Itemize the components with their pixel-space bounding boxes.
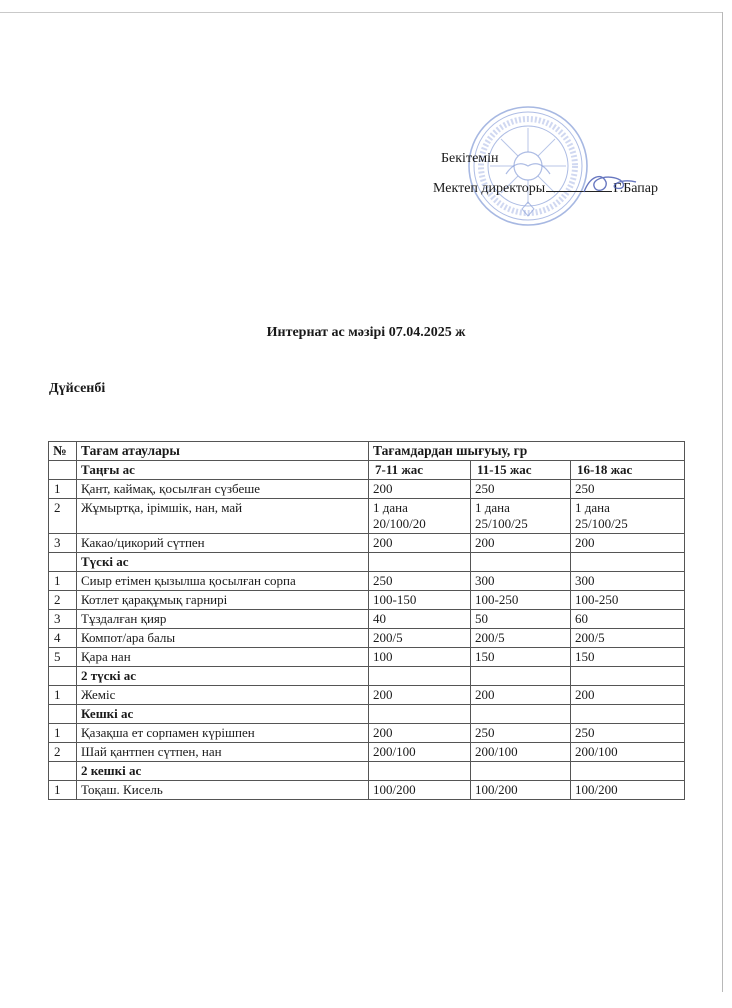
day-label: Дүйсенбі [49, 381, 106, 396]
section-title: 2 түскі ас [77, 667, 369, 686]
table-row: 5 Қара нан 100 150 150 [49, 648, 685, 667]
table-row: 4 Компот/ара балы 200/5 200/5 200/5 [49, 629, 685, 648]
approval-label: Бекітемін [441, 151, 499, 166]
scan-edge-right [722, 12, 723, 992]
section-second-lunch [49, 667, 685, 686]
header-dish: Тағам атаулары [77, 442, 369, 461]
scan-edge-top [0, 12, 722, 13]
section-title: Таңғы ас [77, 461, 369, 480]
table-row: 2 Котлет қарақұмық гарнирі 100-150 100-250 100-250 [49, 591, 685, 610]
section-title: Кешкі ас [77, 705, 369, 724]
table-row: 2 Жұмыртқа, ірімшік, нан, май 1 дана 20/100/20 1 дана 25/100/25 1 дана 25/100/25 [49, 499, 685, 534]
director-label: Мектеп директоры [433, 181, 546, 196]
section-lunch [49, 553, 685, 572]
section-title: Түскі ас [77, 553, 369, 572]
signature-icon [580, 166, 640, 200]
table-row: 3 Тұздалған қияр 40 50 60 [49, 610, 685, 629]
section-breakfast [49, 461, 685, 480]
header-portion: Тағамдардан шығуыу, гр [369, 442, 685, 461]
section-title: 2 кешкі ас [77, 762, 369, 781]
page-title: Интернат ас мәзірі 07.04.2025 ж [266, 325, 466, 340]
age-group: 11-15 жас [471, 461, 571, 480]
director-name: Г.Бапар [613, 181, 659, 196]
table-row: 1 Қант, каймақ, қосылған сүзбеше 200 250 250 [49, 480, 685, 499]
table-row: 2 Шай қантпен сүтпен, нан 200/100 200/100 200/100 [49, 743, 685, 762]
table-row: 1 Қазақша ет сорпамен күрішпен 200 250 250 [49, 724, 685, 743]
age-group: 16-18 жас [571, 461, 685, 480]
section-dinner [49, 705, 685, 724]
table-row: 1 Тоқаш. Кисель 100/200 100/200 100/200 [49, 781, 685, 800]
table-row: 1 Жеміс 200 200 200 [49, 686, 685, 705]
age-group: 7-11 жас [369, 461, 471, 480]
table-row: 3 Какао/цикорий сүтпен 200 200 200 [49, 534, 685, 553]
table-row: 1 Сиыр етімен қызылша қосылған сорпа 250 300 300 [49, 572, 685, 591]
header-number: № [49, 442, 77, 461]
section-second-dinner [49, 762, 685, 781]
menu-table [48, 441, 685, 800]
table-header-row [49, 442, 685, 461]
